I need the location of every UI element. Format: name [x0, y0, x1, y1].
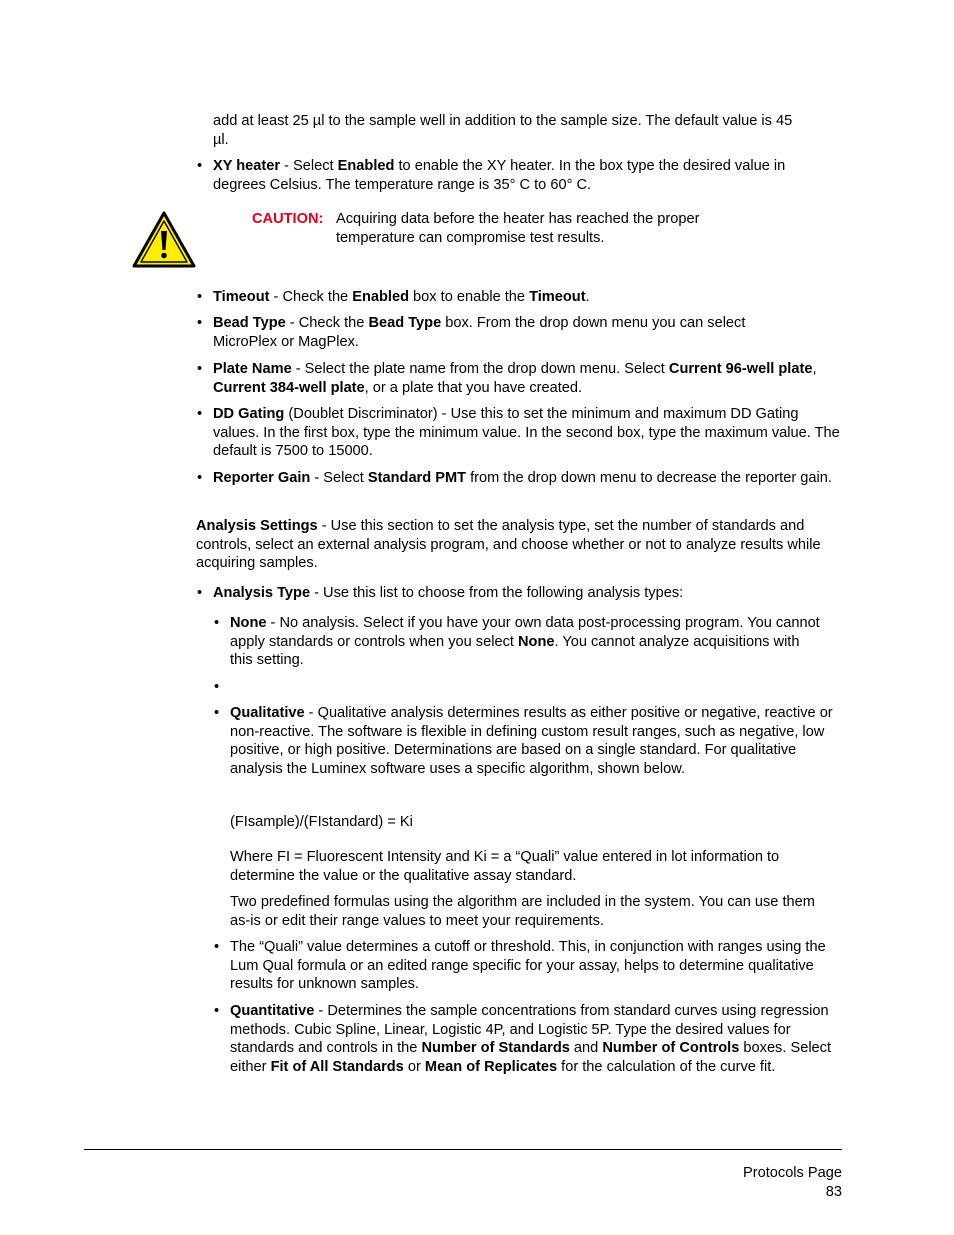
qualitative-where: Where FI = Fluorescent Intensity and Ki = a “Quali” value entered in lot information to determine the value or the qualitative assay standard. — [230, 849, 780, 884]
text: - No analysis. Select if you have your own data post-processing program. You cannot apply standards or controls when you select — [230, 615, 820, 650]
empty-bullet: • — [214, 679, 220, 695]
intro-line-2: µl. — [213, 131, 229, 148]
bold-text: None — [517, 633, 555, 650]
qualitative-item — [230, 704, 842, 778]
qualitative-predefined: Two predefined formulas using the algorithm are included in the system. You can use them as-is or edit their range values to meet your requirements. — [230, 894, 815, 929]
bead-type-term: Bead Type — [213, 315, 286, 331]
bullet: • — [197, 361, 203, 377]
bold-text: Enabled — [352, 289, 409, 305]
bullet: • — [214, 939, 220, 955]
bullet: • — [197, 315, 203, 331]
xy-heater-item — [213, 157, 838, 194]
xy-heater-term: XY heater — [213, 158, 281, 174]
bead-type-item — [213, 314, 803, 351]
text: and — [569, 1040, 603, 1057]
none-term: None — [230, 615, 267, 631]
bold-text: Timeout — [529, 289, 586, 305]
bold-text: Number of Standards — [421, 1040, 570, 1057]
text: - Use this section to set the analysis type, set the number of standards and controls, select an external analysis program, and choose whether or not to analyze results while acquiring samples. — [196, 518, 821, 572]
caution-label: CAUTION: — [252, 211, 324, 227]
text: - Use this list to choose from the following analysis types: — [310, 585, 684, 601]
reporter-gain-term: Reporter Gain — [213, 470, 311, 486]
bold-text: Mean of Replicates — [424, 1058, 558, 1075]
quantitative-item — [230, 1002, 844, 1076]
text: - Check the — [269, 289, 353, 305]
dd-gating-item — [213, 405, 843, 461]
qualitative-term: Qualitative — [230, 705, 305, 721]
text: . — [585, 289, 590, 305]
bullet: • — [197, 470, 203, 486]
page-number: 83 — [825, 1183, 842, 1200]
analysis-settings-paragraph — [196, 517, 826, 573]
text: . You cannot analyze acquisitions with this setting. — [230, 633, 800, 669]
page-footer — [743, 1164, 842, 1201]
qualitative-formula: (FIsample)/(FIstandard) = Ki — [230, 814, 413, 830]
text: to enable the XY heater. In the box type the desired value in degrees Celsius. The temperature range is 35° C to 60° C. — [213, 158, 786, 193]
quantitative-term: Quantitative — [230, 1003, 315, 1019]
timeout-term: Timeout — [213, 289, 270, 305]
text: - Qualitative analysis determines results as either positive or negative, reactive or non-reactive. The software is flexible in defining custom result ranges, such as negative, low positive, or high positive. Determinations are based on a single standard. For qualitative analysis the Luminex software uses a specific algorithm, shown below. — [230, 705, 833, 777]
timeout-item — [213, 288, 838, 307]
analysis-type-item — [213, 584, 838, 603]
bullet: • — [214, 705, 220, 721]
text: - Select — [280, 158, 338, 174]
bold-text: Number of Controls — [602, 1040, 740, 1057]
text: , or a plate that you have created. — [364, 379, 583, 396]
caution-text — [336, 210, 756, 247]
bold-text: Standard PMT — [367, 470, 467, 486]
analysis-type-term: Analysis Type — [213, 585, 311, 601]
bullet: • — [214, 615, 220, 631]
plate-name-term: Plate Name — [213, 361, 292, 377]
text: , — [812, 361, 817, 377]
dd-gating-term: DD Gating — [213, 406, 285, 422]
text: - Check the — [285, 315, 369, 331]
text: (Doublet Discriminator) - Use this to set the minimum and maximum DD Gating values. In the first box, type the minimum value. In the second box, type the maximum value. The default is 7500 to 15000. — [213, 406, 840, 460]
plate-name-item — [213, 360, 823, 397]
analysis-settings-term: Analysis Settings — [196, 518, 318, 534]
none-item — [230, 614, 820, 670]
bold-text: Current 96-well plate — [668, 361, 813, 377]
intro-line-1: add at least 25 µl to the sample well in addition to the sample size. The default value is 45 — [213, 113, 793, 129]
bold-text: Bead Type — [368, 315, 442, 331]
bullet: • — [197, 406, 203, 422]
text: or — [403, 1058, 425, 1075]
text: box to enable the — [409, 289, 530, 305]
reporter-gain-item — [213, 469, 843, 488]
text: - Select — [310, 470, 368, 486]
bullet: • — [197, 289, 203, 305]
warning-icon — [131, 210, 197, 270]
caution-line-1: Acquiring data before the heater has reached the proper — [336, 211, 700, 227]
footer-divider — [84, 1149, 842, 1150]
text: boxes. Select either — [230, 1040, 832, 1075]
bold-text: Enabled — [337, 158, 395, 174]
intro-paragraph — [213, 112, 843, 149]
bold-text: Current 384-well plate — [213, 379, 365, 396]
text: box. From the drop down menu you can select MicroPlex or MagPlex. — [213, 315, 746, 350]
text: - Select the plate name from the drop down menu. Select — [291, 361, 669, 377]
footer-section-title: Protocols Page — [743, 1165, 842, 1181]
quali-value-item: The “Quali” value determines a cutoff or threshold. This, in conjunction with ranges using the Lum Qual formula or an edited range specific for your assay, helps to determine qualitative results for unknown samples. — [230, 939, 826, 993]
bullet: • — [197, 585, 203, 601]
bold-text: Fit of All Standards — [270, 1058, 404, 1075]
caution-line-2: temperature can compromise test results. — [336, 229, 605, 246]
bullet: • — [214, 1003, 220, 1019]
text: from the drop down menu to decrease the reporter gain. — [466, 470, 832, 486]
text: - Determines the sample concentrations from standard curves using regression methods. Cubic Spline, Linear, Logistic 4P, and Logistic 5P. Type the desired values for standards and controls in the — [230, 1003, 829, 1057]
bullet: • — [197, 158, 203, 174]
text: for the calculation of the curve fit. — [557, 1058, 776, 1075]
